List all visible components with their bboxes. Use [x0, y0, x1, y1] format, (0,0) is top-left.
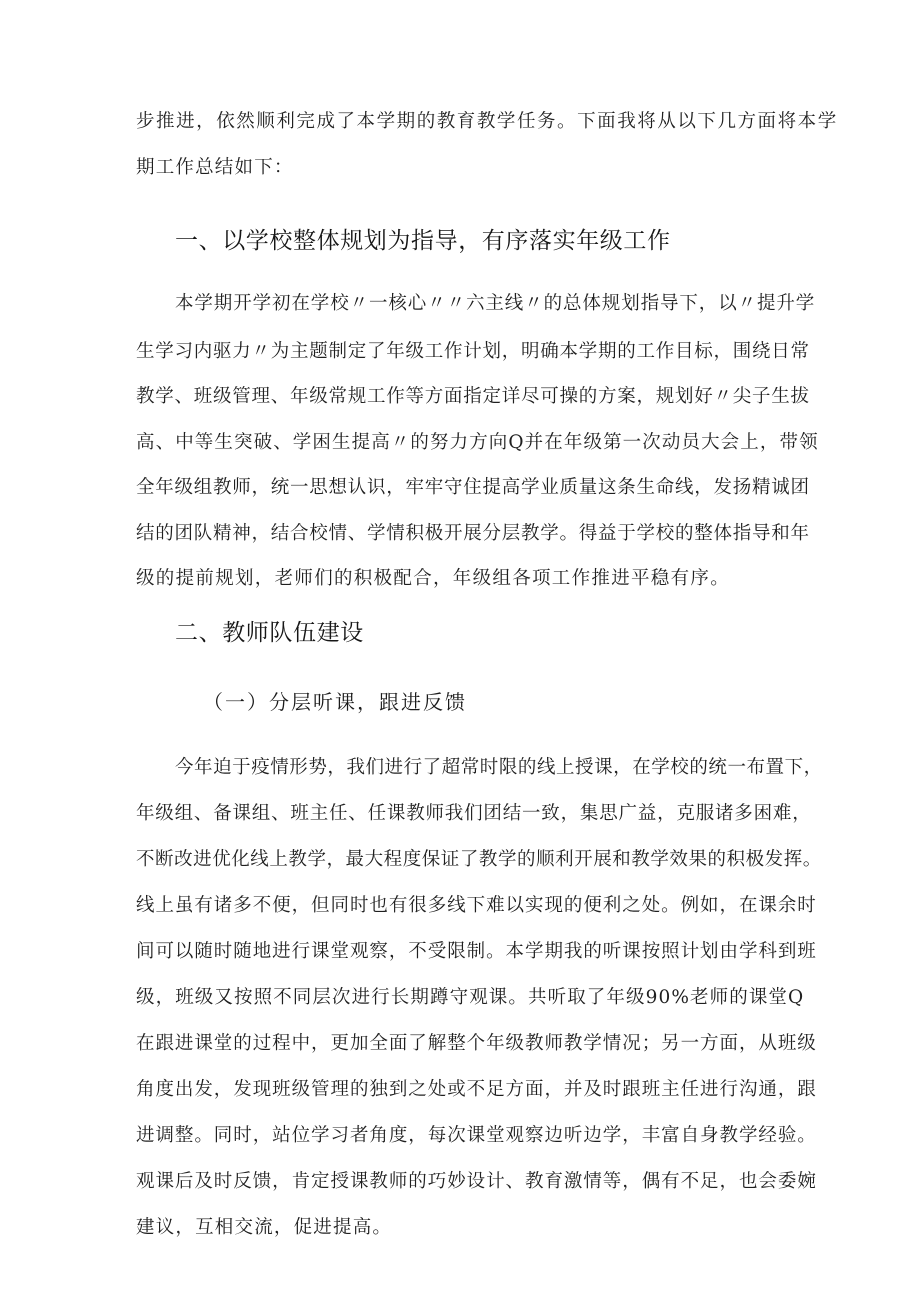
section-2-line-6: 级，班级又按照不同层次进行长期蹲守观课。共听取了年级90%老师的课堂Q [136, 987, 805, 1008]
section-2-line-3: 不断改进优化线上教学，最大程度保证了教学的顺利开展和教学效果的积极发挥。 [136, 849, 822, 870]
section-2-line-4: 线上虽有诸多不便，但同时也有很多线下难以实现的便利之处。例如，在课余时 [136, 895, 817, 916]
section-2-line-10: 观课后及时反馈，肯定授课教师的巧妙设计、教育激情等，偶有不足，也会委婉 [136, 1171, 817, 1192]
section-2-heading: 二、教师队伍建设 [175, 620, 364, 646]
section-1-line-1: 本学期开学初在学校〃一核心〃〃六主线〃的总体规划指导下，以〃提升学 [175, 293, 816, 314]
section-2-line-8: 角度出发，发现班级管理的独到之处或不足方面，并及时跟班主任进行沟通，跟 [136, 1079, 817, 1100]
section-2-line-2: 年级组、备课组、班主任、任课教师我们团结一致，集思广益，克服诸多困难， [136, 803, 812, 824]
section-2-line-5: 间可以随时随地进行课堂观察，不受限制。本学期我的听课按照计划由学科到班 [136, 941, 817, 962]
section-1-line-7: 级的提前规划，老师们的积极配合，年级组各项工作推进平稳有序。 [136, 568, 731, 589]
intro-line-2: 期工作总结如下： [136, 157, 294, 178]
section-2-subheading: （一）分层听课，跟进反馈 [203, 690, 467, 714]
section-1-line-3: 教学、班级管理、年级常规工作等方面指定详尽可操的方案，规划好〃尖子生拔 [136, 386, 810, 407]
section-1-line-2: 生学习内驱力〃为主题制定了年级工作计划，明确本学期的工作目标，围绕日常 [136, 341, 810, 362]
section-1-line-5: 全年级组教师，统一思想认识，牢牢守住提高学业质量这条生命线，发扬精诚团 [136, 477, 810, 498]
section-2-line-11: 建议，互相交流，促进提高。 [136, 1217, 393, 1238]
intro-line-1: 步推进，依然顺利完成了本学期的教育教学任务。下面我将从以下几方面将本学 [136, 111, 838, 132]
section-1-heading: 一、以学校整体规划为指导，有序落实年级工作 [175, 228, 671, 254]
section-1-line-4: 高、中等生突破、学困生提高〃的努力方向Q并在年级第一次动员大会上，带领 [136, 432, 819, 453]
section-2-line-9: 进调整。同时，站位学习者角度，每次课堂观察边听边学，丰富自身教学经验。 [136, 1125, 817, 1146]
section-1-line-6: 结的团队精神，结合校情、学情积极开展分层教学。得益于学校的整体指导和年 [136, 523, 810, 544]
section-2-line-7: 在跟进课堂的过程中，更加全面了解整个年级教师教学情况；另一方面，从班级 [136, 1033, 817, 1054]
section-2-line-1: 今年迫于疫情形势，我们进行了超常时限的线上授课，在学校的统一布置下， [175, 757, 823, 778]
